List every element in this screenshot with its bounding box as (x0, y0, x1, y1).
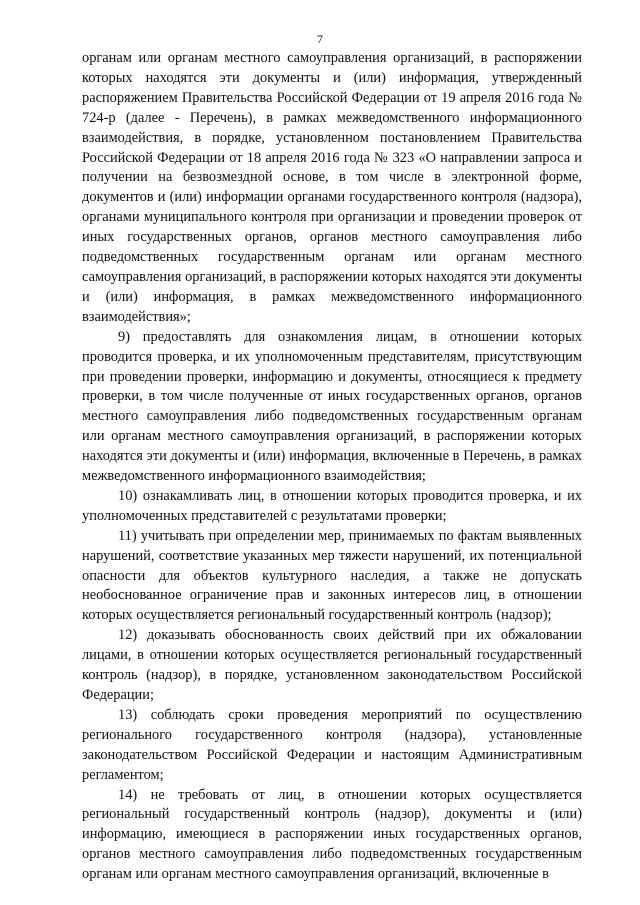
paragraph-item-13: 13) соблюдать сроки проведения мероприятий по осуществлению регионального государственного контроля (надзора), установленные законодательством Российской Федерации и настоящим Административным регламентом; (82, 706, 582, 783)
paragraph-item-10: 10) ознакамливать лиц, в отношении которых проводится проверка, и их уполномоченных представителей с результатами проверки; (82, 487, 582, 524)
paragraph-item-11: 11) учитывать при определении мер, принимаемых по фактам выявленных нарушений, соответствие указанных мер тяжести нарушений, их потенциальной опасности для объектов культурного наследия, а также не допускать необоснованное ограничение прав и законных интересов лиц, в отношении которых осуществляется региональный государственный контроль (надзор); (82, 527, 582, 624)
page-number: 7 (317, 32, 323, 46)
paragraph-item-9: 9) предоставлять для ознакомления лицам, в отношении которых проводится проверка, и их уполномоченным представителям, присутствующим при проведении проверки, информацию и документы, относящиеся к предмету проверки, в том числе полученные от иных государственных органов, органов местного самоуправления либо подведомственных государственным органам или органам местного самоуправления организаций, в распоряжении которых находятся эти документы и (или) информация, включенные в Перечень, в рамках межведомственного информационного взаимодействия; (82, 328, 582, 485)
paragraph-item-12: 12) доказывать обоснованность своих действий при их обжаловании лицами, в отношении которых осуществляется региональный государственный контроль (надзор), в порядке, установленном законодательством Российской Федерации; (82, 627, 582, 703)
document-body (82, 49, 582, 885)
paragraph-continuation: органам или органам местного самоуправления организаций, в распоряжении которых находятся эти документы и (или) информация, утвержденный распоряжением Правительства Российской Федерации от 19 апреля 2016 года № 724-р (далее - Перечень), в рамках межведомственного информационного взаимодействия, в порядке, установленном постановлением Правительства Российской Федерации от 18 апреля 2016 года № 323 «О направлении запроса и получении на безвозмездной основе, в том числе в электронной форме, документов и (или) информации органами государственного контроля (надзора), органами муниципального контроля при организации и проведении проверок от иных государственных органов, органов местного самоуправления либо подведомственных государственным органам или органам местного самоуправления организаций, в распоряжении которых находятся эти документы и (или) информация, в рамках межведомственного информационного взаимодействия»; (82, 50, 582, 325)
paragraph-item-14: 14) не требовать от лиц, в отношении которых осуществляется региональный государственный контроль (надзор), документы и (или) информацию, имеющиеся в распоряжении иных государственных органов, органов местного самоуправления либо подведомственных государственным органам или органам местного самоуправления организаций, включенные в (82, 786, 582, 883)
